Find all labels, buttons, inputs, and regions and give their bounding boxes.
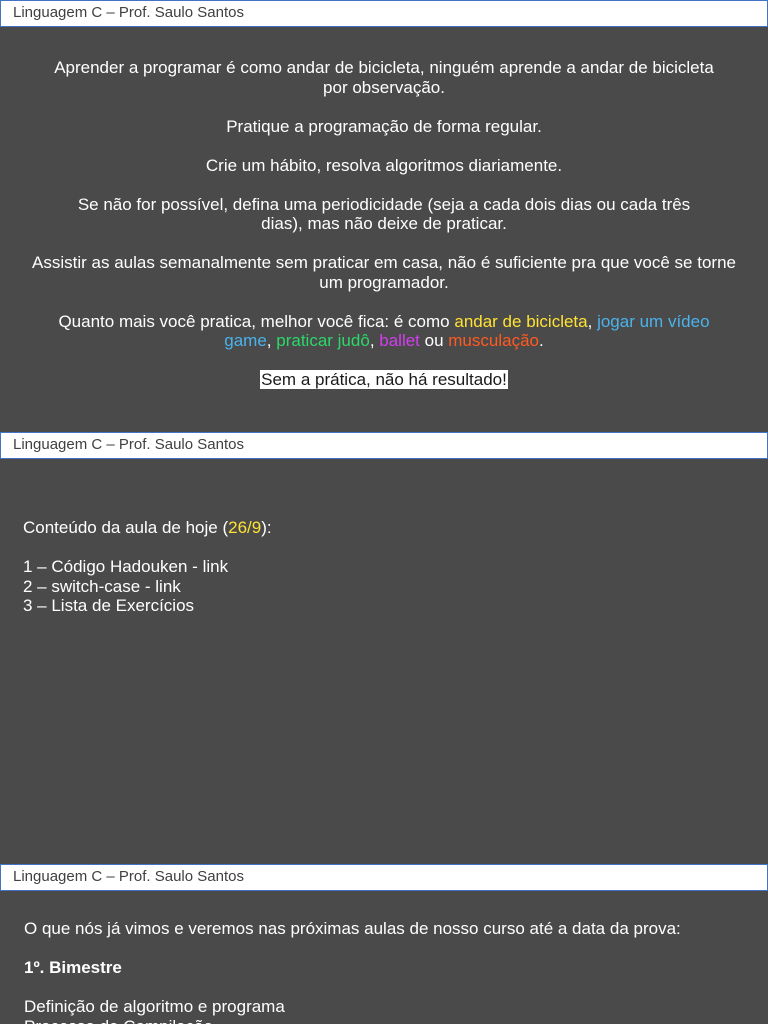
- highlight-video-game: jogar um vídeo: [597, 312, 709, 331]
- paragraph-6-start: Quanto mais você pratica, melhor você fica: é como: [58, 312, 454, 331]
- highlight-musculacao: musculação: [448, 331, 539, 350]
- paragraph-4-line-2: dias), mas não deixe de praticar.: [261, 214, 507, 233]
- paragraph-6: [20, 312, 748, 351]
- highlight-judo: praticar judô: [276, 331, 370, 350]
- highlight-video-game-cont: game: [224, 331, 267, 350]
- paragraph-3: Crie um hábito, resolva algoritmos diariamente.: [20, 156, 748, 176]
- slide-header: [0, 864, 768, 891]
- paragraph-4: [20, 195, 748, 234]
- slide-header-title: Linguagem C – Prof. Saulo Santos: [13, 433, 244, 457]
- slide-header: [0, 0, 768, 27]
- lesson-date: 26/9: [228, 518, 261, 537]
- highlight-ballet: ballet: [379, 331, 420, 350]
- separator-comma: ,: [370, 331, 379, 350]
- list-item: 1 – Código Hadouken - link: [23, 557, 743, 577]
- slide-body: [23, 518, 743, 616]
- lesson-intro: [23, 518, 743, 538]
- paragraph-4-line-1: Se não for possível, defina uma periodicidade (seja a cada dois dias ou cada três: [78, 195, 690, 214]
- paragraph-2: Pratique a programação de forma regular.: [20, 117, 748, 137]
- course-intro: O que nós já vimos e veremos nas próximas aulas de nosso curso até a data da prova:: [24, 919, 744, 939]
- paragraph-5-line-1: Assistir as aulas semanalmente sem praticar em casa, não é suficiente pra que você se torne: [32, 253, 736, 272]
- separator-comma: ,: [588, 312, 597, 331]
- slide-header-title: Linguagem C – Prof. Saulo Santos: [13, 865, 244, 889]
- list-item: Definição de algoritmo e programa: [24, 997, 744, 1017]
- slide-1: [0, 0, 768, 432]
- slide-2: [0, 432, 768, 864]
- separator-ou: ou: [420, 331, 448, 350]
- slide-header-title: Linguagem C – Prof. Saulo Santos: [13, 1, 244, 25]
- separator-comma: ,: [267, 331, 276, 350]
- paragraph-7: [20, 370, 748, 390]
- paragraph-6-end: .: [539, 331, 544, 350]
- list-item: 2 – switch-case - link: [23, 577, 743, 597]
- highlight-bicycle: andar de bicicleta: [454, 312, 587, 331]
- section-title: 1º. Bimestre: [24, 958, 744, 978]
- slide-3: [0, 864, 768, 1024]
- list-item: 3 – Lista de Exercícios: [23, 596, 743, 616]
- lesson-intro-text: Conteúdo da aula de hoje (: [23, 518, 228, 537]
- paragraph-1-line-1: Aprender a programar é como andar de bicicleta, ninguém aprende a andar de bicicleta: [54, 58, 714, 77]
- paragraph-1-line-2: por observação.: [323, 78, 445, 97]
- highlighted-conclusion: Sem a prática, não há resultado!: [260, 370, 508, 389]
- slide-header: [0, 432, 768, 459]
- paragraph-5-line-2: um programador.: [319, 273, 448, 292]
- paragraph-5: [20, 253, 748, 292]
- slide-body: [20, 58, 748, 390]
- paragraph-1: [20, 58, 748, 97]
- slide-body: [24, 919, 744, 1036]
- lesson-intro-end: ):: [261, 518, 271, 537]
- list-item: Processo de Compilação: [24, 1017, 744, 1036]
